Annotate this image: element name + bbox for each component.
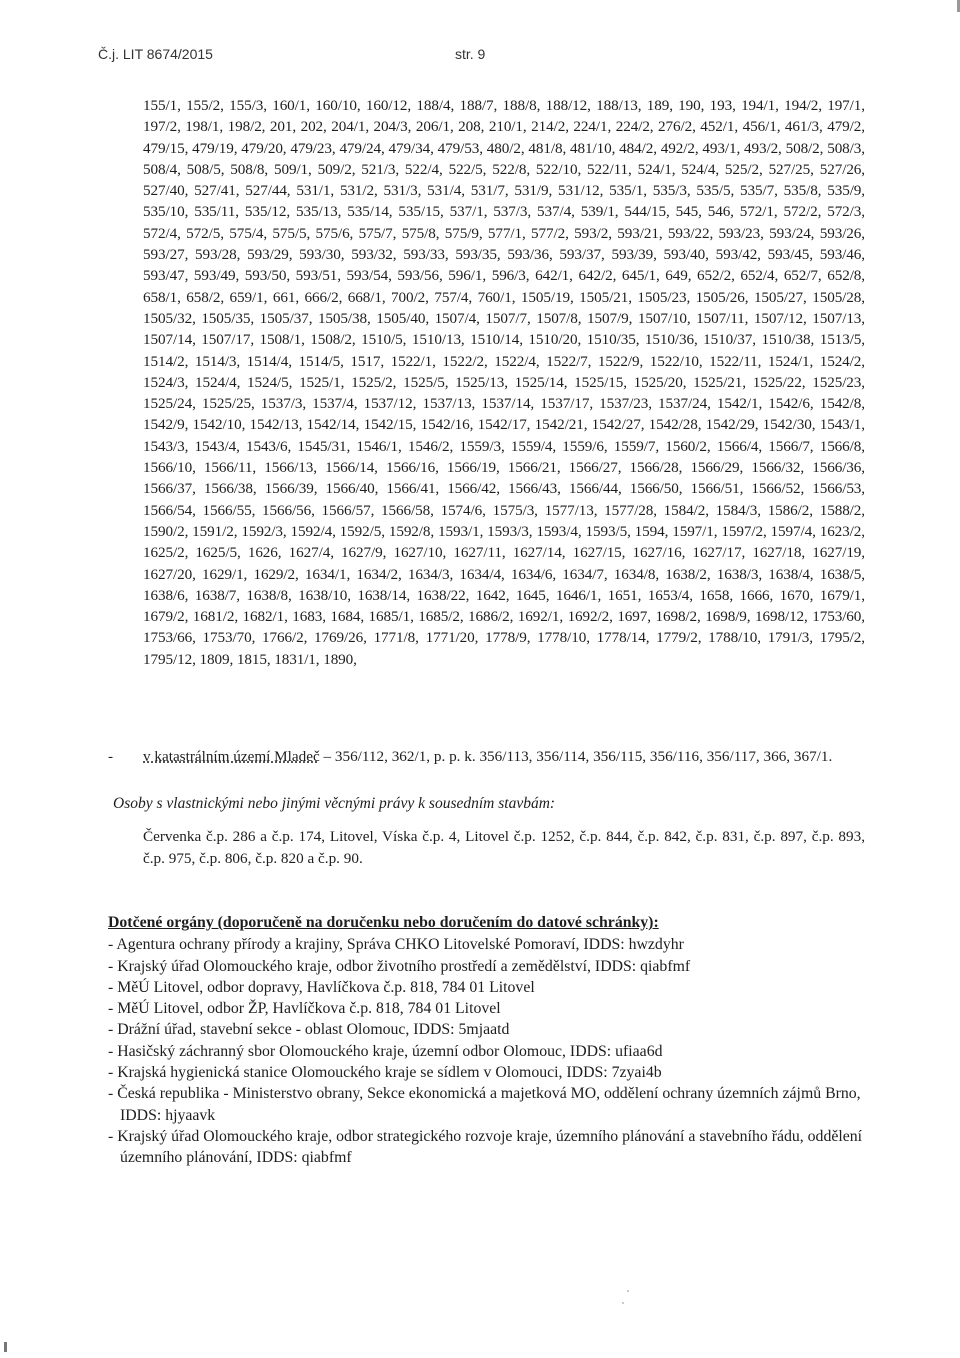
scan-edge-mark [4, 1342, 7, 1352]
page-number: str. 9 [455, 46, 486, 62]
cadastral-area-name: v katastrálním území Mladeč [143, 748, 320, 765]
agency-item: - Drážní úřad, stavební sekce - oblast Olomouc, IDDS: 5mjaatd [108, 1021, 510, 1039]
agency-item: - MěÚ Litovel, odbor ŽP, Havlíčkova č.p. 818, 784 01 Litovel [108, 1000, 501, 1018]
agency-item: - Česká republika - Ministerstvo obrany, Sekce ekonomická a majetková MO, oddělení ochrany územních zájmů Brno, IDDS: hjyaavk [108, 1085, 861, 1124]
agency-item: - Krajská hygienická stanice Olomouckého kraje se sídlem v Olomouci, IDDS: 7zyai4b [108, 1064, 662, 1082]
agency-item: - Krajský úřad Olomouckého kraje, odbor životního prostředí a zemědělství, IDDS: qiabfmf [108, 957, 691, 975]
agency-item: - Hasičský záchranný sbor Olomouckého kraje, územní odbor Olomouc, IDDS: ufiaa6d [108, 1042, 663, 1060]
scan-speck [622, 1302, 624, 1304]
agency-item: - Agentura ochrany přírody a krajiny, Správa CHKO Litovelské Pomoraví, IDDS: hwzdyhr [108, 936, 684, 954]
parcel-number-list [143, 95, 865, 670]
parcel-list-text: 155/1, 155/2, 155/3, 160/1, 160/10, 160/12, 188/4, 188/7, 188/8, 188/12, 188/13, 189, 190, 193, 194/1, 194/2, 197/1, 197/2, 198/1, 198/2, 201, 202, 204/1, 204/3, 206/1, 208, 210/1, 214/2, 224/1, 224/2, 276/2, 452/1, 456/1, 461/3, 479/2, 479/15, 479/19, 479/20, 479/23, 479/24, 479/34, 479/53, 480/2, 481/8, 481/10, 484/2, 492/2, 493/1, 493/2, 508/2, 508/3, 508/4, 508/5, 508/8, 509/1, 509/2, 521/3, 522/4, 522/5, 522/8, 522/10, 522/11, 524/1, 524/4, 525/2, 527/25, 527/26, 527/40, 527/41, 527/44, 531/1, 531/2, 531/3, 531/4, 531/7, 531/9, 531/12, 535/1, 535/3, 535/5, 535/7, 535/8, 535/9, 535/10, 535/11, 535/12, 535/13, 535/14, 535/15, 537/1, 537/3, 537/4, 539/1, 544/15, 545, 546, 572/1, 572/2, 572/3, 572/4, 572/5, 575/4, 575/5, 575/6, 575/7, 575/8, 575/9, 577/1, 577/2, 593/2, 593/21, 593/22, 593/23, 593/24, 593/26, 593/27, 593/28, 593/29, 593/30, 593/32, 593/33, 593/35, 593/36, 593/37, 593/39, 593/40, 593/42, 593/45, 593/46, 593/47, 593/49, 593/50, 593/51, 593/54, 593/56, 596/1, 596/3, 642/1, 642/2, 645/1, 649, 652/2, 652/4, 652/7, 652/8, 658/1, 658/2, 659/1, 661, 666/2, 668/1, 700/2, 757/4, 760/1, 1505/19, 1505/21, 1505/23, 1505/26, 1505/27, 1505/28, 1505/32, 1505/35, 1505/37, 1505/38, 1505/40, 1507/4, 1507/7, 1507/8, 1507/9, 1507/10, 1507/11, 1507/12, 1507/13, 1507/14, 1507/17, 1508/1, 1508/2, 1510/5, 1510/13, 1510/14, 1510/20, 1510/35, 1510/36, 1510/37, 1510/38, 1513/5, 1514/2, 1514/3, 1514/4, 1514/5, 1517, 1522/1, 1522/2, 1522/4, 1522/7, 1522/9, 1522/10, 1522/11, 1524/1, 1524/2, 1524/3, 1524/4, 1524/5, 1525/1, 1525/2, 1525/5, 1525/13, 1525/14, 1525/15, 1525/20, 1525/21, 1525/22, 1525/23, 1525/24, 1525/25, 1537/3, 1537/4, 1537/12, 1537/13, 1537/14, 1537/17, 1537/23, 1537/24, 1542/1, 1542/6, 1542/8, 1542/9, 1542/10, 1542/13, 1542/14, 1542/15, 1542/16, 1542/17, 1542/21, 1542/27, 1542/28, 1542/29, 1542/30, 1543/1, 1543/3, 1543/4, 1543/6, 1545/31, 1546/1, 1546/2, 1559/3, 1559/4, 1559/6, 1559/7, 1560/2, 1566/4, 1566/7, 1566/8, 1566/10, 1566/11, 1566/13, 1566/14, 1566/16, 1566/19, 1566/21, 1566/27, 1566/28, 1566/29, 1566/32, 1566/36, 1566/37, 1566/38, 1566/39, 1566/40, 1566/41, 1566/42, 1566/43, 1566/44, 1566/50, 1566/51, 1566/52, 1566/53, 1566/54, 1566/55, 1566/56, 1566/57, 1566/58, 1574/6, 1575/3, 1577/13, 1577/28, 1584/2, 1584/3, 1586/2, 1588/2, 1590/2, 1591/2, 1592/3, 1592/4, 1592/5, 1592/8, 1593/1, 1593/3, 1593/4, 1593/5, 1594, 1597/1, 1597/2, 1597/4, 1623/2, 1625/2, 1625/5, 1626, 1627/4, 1627/9, 1627/10, 1627/11, 1627/14, 1627/15, 1627/16, 1627/17, 1627/18, 1627/19, 1627/20, 1629/1, 1629/2, 1634/1, 1634/2, 1634/3, 1634/4, 1634/6, 1634/7, 1634/8, 1638/2, 1638/3, 1638/4, 1638/5, 1638/6, 1638/7, 1638/8, 1638/10, 1638/14, 1638/22, 1642, 1645, 1646/1, 1651, 1653/4, 1658, 1666, 1670, 1679/1, 1679/2, 1681/2, 1682/1, 1683, 1684, 1685/1, 1685/2, 1686/2, 1692/1, 1692/2, 1697, 1698/2, 1698/9, 1698/12, 1753/60, 1753/66, 1753/70, 1766/2, 1769/26, 1771/8, 1771/20, 1778/9, 1778/10, 1778/14, 1779/2, 1788/10, 1791/3, 1795/2, 1795/12, 1809, 1815, 1831/1, 1890, [143, 97, 865, 668]
agency-list [108, 934, 868, 1168]
neighbors-heading: Osoby s vlastnickými nebo jinými věcnými právy k sousedním stavbám: [113, 795, 556, 812]
agency-item: - Krajský úřad Olomouckého kraje, odbor strategického rozvoje kraje, územního plánování a stavebního řádu, oddělení územního plánování, IDDS: qiabfmf [108, 1127, 863, 1167]
agencies-heading: Dotčené orgány (doporučeně na doručenku nebo doručením do datové schránky): [108, 914, 659, 931]
list-dash: - [108, 748, 114, 765]
scan-speck [627, 1290, 629, 1292]
document-reference: Č.j. LIT 8674/2015 [98, 46, 213, 62]
affected-agencies-section [108, 912, 868, 1169]
agency-item: - MěÚ Litovel, odbor dopravy, Havlíčkova č.p. 818, 784 01 Litovel [108, 978, 535, 996]
neighbors-list: Červenka č.p. 286 a č.p. 174, Litovel, Víska č.p. 4, Litovel č.p. 1252, č.p. 844, č.p. 842, č.p. 831, č.p. 897, č.p. 893, č.p. 975, č.p. 806, č.p. 820 a č.p. 90. [143, 828, 865, 867]
cadastral-area-entry [108, 746, 868, 767]
cadastral-entry-body [143, 746, 868, 767]
cadastral-parcels: – 356/112, 362/1, p. p. k. 356/113, 356/114, 356/115, 356/116, 356/117, 366, 367/1. [323, 748, 833, 765]
